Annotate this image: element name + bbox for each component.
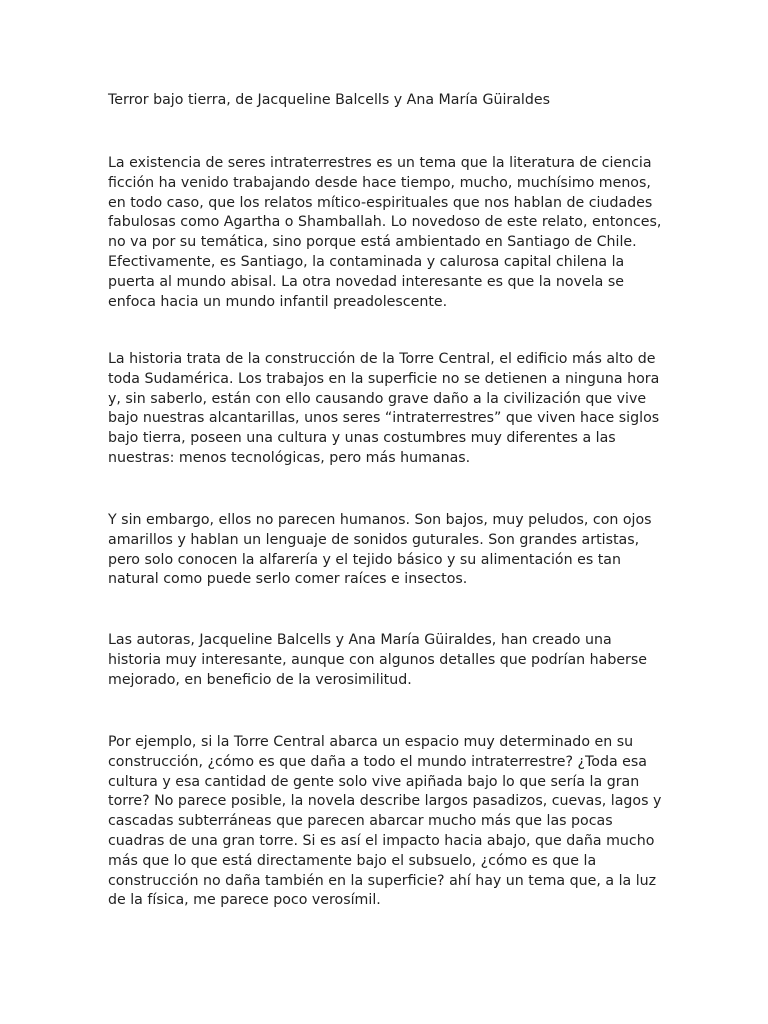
paragraph-3: Y sin embargo, ellos no parecen humanos. Son bajos, muy peludos, con ojos amarillos y hablan un lenguaje de sonidos guturales. Son grandes artistas, pero solo conocen la alfarería y el tejido básico y su alimentación es tan natural como puede serlo comer raíces e insectos. (108, 512, 652, 588)
document-title: Terror bajo tierra, de Jacqueline Balcells y Ana María Güiraldes (108, 92, 550, 108)
paragraph-4: Las autoras, Jacqueline Balcells y Ana María Güiraldes, han creado una historia muy interesante, aunque con algunos detalles que podrían haberse mejorado, en beneficio de la verosimilitud. (108, 632, 648, 688)
paragraph-1: La existencia de seres intraterrestres es un tema que la literatura de ciencia ficción ha venido trabajando desde hace tiempo, mucho, muchísimo menos, en todo caso, que los relatos mítico-espirituales que nos hablan de ciudades fabulosas como Agartha o Shamballah. Lo novedoso de este relato, entonces, no va por su temática, sino porque está ambientado en Santiago de Chile. Efectivamente, es Santiago, la contaminada y calurosa capital chilena la puerta al mundo abisal. La otra novedad interesante es que la novela se enfoca hacia un mundo infantil preadolescente. (108, 155, 662, 310)
paragraph-2: La historia trata de la construcción de la Torre Central, el edificio más alto de toda Sudamérica. Los trabajos en la superficie no se detienen a ninguna hora y, sin saberlo, están con ello causando grave daño a la civilización que vive bajo nuestras alcantarillas, unos seres “intraterrestres” que viven hace siglos bajo tierra, poseen una cultura y unas costumbres muy diferentes a las nuestras: menos tecnológicas, pero más humanas. (108, 351, 660, 466)
paragraph-5: Por ejemplo, si la Torre Central abarca un espacio muy determinado en su construcción, ¿cómo es que daña a todo el mundo intraterrestre? ¿Toda esa cultura y esa cantidad de gente solo vive apiñada bajo lo que sería la gran torre? No parece posible, la novela describe largos pasadizos, cuevas, lagos y cascadas subterráneas que parecen abarcar mucho más que las pocas cuadras de una gran torre. Si es así el impacto hacia abajo, que daña mucho más que lo que está directamente bajo el subsuelo, ¿cómo es que la construcción no daña también en la superficie? ahí hay un tema que, a la luz de la física, me parece poco verosímil. (108, 734, 662, 909)
